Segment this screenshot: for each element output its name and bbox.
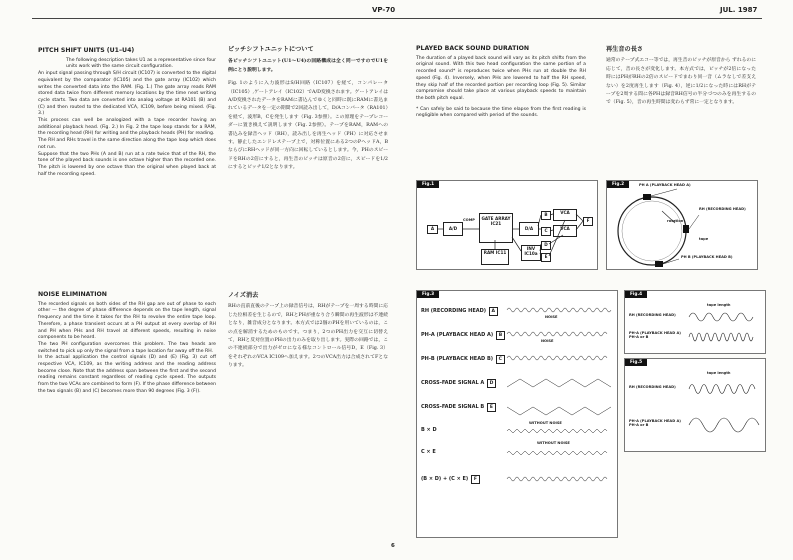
fig1-vca-a: VCA	[553, 209, 577, 221]
fig3-row-rh: RH (RECORDING HEAD) A	[421, 307, 499, 316]
fig2-phb-label: PH B (PLAYBACK HEAD B)	[681, 255, 733, 259]
pitch-jp-section	[228, 46, 388, 173]
fig2-rh-icon	[683, 225, 689, 233]
fig4-waves	[625, 291, 765, 353]
fig3-row-cxe: C × E	[421, 449, 436, 455]
noise-jp-section	[228, 292, 388, 371]
fig2-tag: Fig.2	[607, 181, 629, 188]
fig1-ad-block: A/D	[443, 222, 463, 236]
fig5-top-label: tape length	[707, 371, 731, 375]
fig4-top-label: tape length	[707, 303, 731, 307]
pitch-jp-body: Fig. 1のように入力波形はS/H回路（IC107）を経て，コンパレータ（IC105）,ゲートアレイ（IC102）でA/D変換されます。ゲートアレイはA/D変換されたデータをRAMに書込んでゆくと同時に既にRAMに書込まれているデータを一定の期間で2回読み出して，D/Aコンバータ（RA101）を経て，波形B，Cを発生します（Fig. 3参照）。この原理をテープレコーダーに置き換えて説明します（Fig. 2参照）。テープをRAM，RAMへの書込みを録音ヘッド（RH），読み出しを再生ヘッド（PH）に対応させます。静止したエンドレステープ上で，対称位置にある2つのPヘッドA，BならびにRHヘッドが同一方向に回転しているとします。今，PHのスピードをRHの2倍にすると，再生音のピッチは原音の2倍に，スピードを1/2にするとピッチ1/2となります。	[228, 81, 388, 171]
noise-jp-title: ノイズ消去	[228, 292, 259, 299]
fig2-tape-circle	[618, 197, 686, 265]
fig1-b-tag: B	[541, 211, 551, 220]
pitch-shift-section	[38, 48, 216, 178]
pitch-shift-p3: This process can well be analogized with a tape recorder having an additional playback head. (Fig. 2.) In Fig. 2 the tape loop stands for a RAM, the recording head (RH) for writing and the playback heads (PH) for reading.	[38, 118, 216, 137]
date-label: JUL. 1987	[720, 6, 758, 14]
fig2-head-b-icon	[655, 261, 663, 267]
fig3-without-label-2: WITHOUT NOISE	[537, 441, 570, 445]
noise-section	[38, 292, 216, 396]
playback-note: * Can safely be said to because the time elapse from the first reading is negligible when compared with period of the sounds.	[416, 106, 586, 119]
fig5-ph-label: PH-A (PLAYBACK HEAD A) PH-A or B	[629, 419, 681, 427]
model-label: VP-70	[372, 6, 396, 14]
pitch-shift-title: PITCH SHIFT UNITS (U1–U4)	[38, 47, 135, 54]
playback-jp-body: 通常のテープ式エコー等では，再生音のピッチが原音から ずれるのに応じて，音の長さが変化します。本方式では，ピッチが2倍になった時にはPHがRHの2倍のスピードでまわり同一音（ムラなしで差支えない）を2度再生します（Fig. 4），逆に1/2になった時にはRHがテープを2周する間に各PHは録音RH信号の半分づつのみを再生するので（Fig. 5），音の再生時間は変わらず常に一定となります。	[606, 58, 756, 106]
fig3-noise-label-1: NOISE	[545, 315, 558, 319]
fig1-gate-array: GATE ARRAY IC21	[479, 213, 513, 243]
fig2-head-a-icon	[643, 194, 651, 200]
fig1-inv: INV IC10a	[521, 245, 541, 261]
noise-jp-body: RHの直前直後のテープ上の録音信号は，RHがテープを一周する時間に応じた位相差を生じるので，RHとPHが重なり合う瞬間の再生波形は不連続となり，雑音成分となります。本方式では2個のPHを用いているのは，この点を解消するためのものです。つまり，2つのPH出力を交互に切替えて，RHと反対位置のPHの出力のみを取り出します。実際の回路では，この不連続部分で出力がゼロになる様なコントロール信号D，E（Fig. 3）をそれぞれのVCA IC109へ加えます。2つのVCA出力は合成されてFとなります。	[228, 304, 388, 369]
fig1-input-a: A	[427, 225, 438, 234]
fig5-rh-label: RH (RECORDING HEAD)	[629, 385, 676, 389]
fig2-tape-label: tape	[699, 237, 709, 241]
header-rule	[32, 18, 762, 19]
fig3-row-phb: PH-B (PLAYBACK HEAD B) C	[421, 355, 506, 364]
pitch-shift-p2: An input signal passing through S/H circuit (IC107) is converted to the digital equivalent by the comparator (IC105) and the gate array (IC102) which writes the converted data into the RAM. (Fig. 1.) The gate array reads RAM stored data twice from different memory locations by the time next writing cycle starts. Two data are converted into analog voltage at RA101 (B) and (C) and then routed to the dedicated VCA, IC109, before being mixed. (Fig. 3.)	[38, 71, 216, 117]
fig3-waves	[417, 291, 617, 537]
page-number: 6	[391, 543, 395, 549]
pitch-jp-title: ピッチシフトユニットについて	[228, 46, 314, 53]
playback-section	[416, 46, 586, 120]
fig1-comp-label: COMP	[463, 218, 475, 222]
fig1-c-tag: C	[541, 227, 551, 236]
fig3-tag: Fig.3	[417, 291, 439, 298]
fig1-tag: Fig.1	[417, 181, 439, 188]
noise-p2: The two PH configuration overcomes this problem. The two heads are switched to pick up only the signal from a tape location far away off the RH.	[38, 341, 216, 354]
fig3-without-label-1: WITHOUT NOISE	[529, 421, 562, 425]
fig1-da-block: D/A	[519, 222, 539, 236]
fig2-pha-label: PH A (PLAYBACK HEAD A)	[639, 183, 691, 187]
playback-title: PLAYED BACK SOUND DURATION	[416, 45, 530, 52]
figure-2-tape-loop	[606, 180, 758, 270]
noise-p3: In the actual application the control signals (D) and (E) (Fig. 3) cut off respective VCA, IC109, as the writing address and the reading address become close. Note that the address span between the first and the second reading remains constant regardless of reading cycle speed. The outputs from the two VCAs are combined to form (F). If the phase difference between the two signals (B) and (C) becomes more than 90 degrees (Fig. 3 (F)).	[38, 355, 216, 394]
pitch-shift-p5: Suppose that the two PHs (A and B) run at a rate twice that of the RH, the tone of the played back sounds is one octave higher than the recorded one. The pitch is lowered by one octave than the original when played back at half the recording speed.	[38, 151, 216, 177]
fig2-dir-label: rotation	[667, 219, 684, 223]
fig3-row-xfa: CROSS-FADE SIGNAL A D	[421, 379, 497, 388]
fig2-rh-label: RH (RECORDING HEAD)	[699, 207, 746, 211]
fig3-row-pha: PH-A (PLAYBACK HEAD A) B	[421, 331, 506, 340]
fig3-noise-label-2: NOISE	[541, 339, 554, 343]
fig5-tag: Fig.5	[625, 359, 647, 366]
figure-5-half-speed	[624, 358, 766, 452]
fig3-row-bxd: B × D	[421, 427, 437, 433]
fig3-row-sum: (B × D) + (C × E) F	[421, 475, 481, 484]
pitch-shift-p1: The following description takes U1 as a representative since four units work with the same circuit configuration.	[66, 57, 216, 70]
fig1-wires	[417, 181, 597, 269]
fig1-e-tag: E	[541, 253, 551, 262]
pitch-shift-p4: The RH and RHs travel in the same direction along the tape loop which does not run.	[38, 138, 216, 150]
fig1-ram: RAM IC11	[481, 249, 509, 265]
fig4-tag: Fig.4	[625, 291, 647, 298]
fig1-f-tag: F	[583, 217, 593, 226]
fig1-d-tag: D	[541, 241, 551, 250]
figure-1-block-diagram	[416, 180, 598, 270]
fig4-ph-label: PH-A (PLAYBACK HEAD A) PH-A or B	[629, 331, 681, 339]
playback-jp-section	[606, 46, 756, 108]
noise-title: NOISE ELIMINATION	[38, 291, 107, 298]
playback-body: The duration of a played back sound will vary as its pitch shifts from the original sound. With this two head configuration the same portion of a recorded sound* is reproduces twice when PHs run at double the RH speed (Fig. 4). Inversely, when PHs are lowered to half the RH speed, they skip half of the recorded portion per recording loop (Fig. 5). Similar compromise should take place at various playback speeds to maintain the both pitch equal.	[416, 55, 586, 101]
figure-3-signals	[416, 290, 618, 538]
pitch-jp-sub: 各ピッチシフトユニット(U1〜U4)の回路構成は全く同一ですのでU1を例にとり説明します。	[228, 58, 388, 73]
fig4-rh-label: RH (RECORDING HEAD)	[629, 313, 676, 317]
playback-jp-title: 再生音の長さ	[606, 46, 644, 53]
fig3-row-xfb: CROSS-FADE SIGNAL B E	[421, 403, 497, 412]
figure-4-double-speed	[624, 290, 766, 354]
noise-p1: The recorded signals on both sides of the RH gap are out of phase to each other — the degree of phase difference depends on the tape length, signal frequency and the time it takes for the RH to revolve the entire tape loop. Therefore, a phase transient occurs at a PH output at every overlap of RH and PH when PHs and RH travel at different speeds, resulting in noise components to be heard.	[38, 301, 216, 341]
fig5-waves	[625, 359, 765, 451]
fig1-vca-b: VCA	[553, 225, 577, 237]
